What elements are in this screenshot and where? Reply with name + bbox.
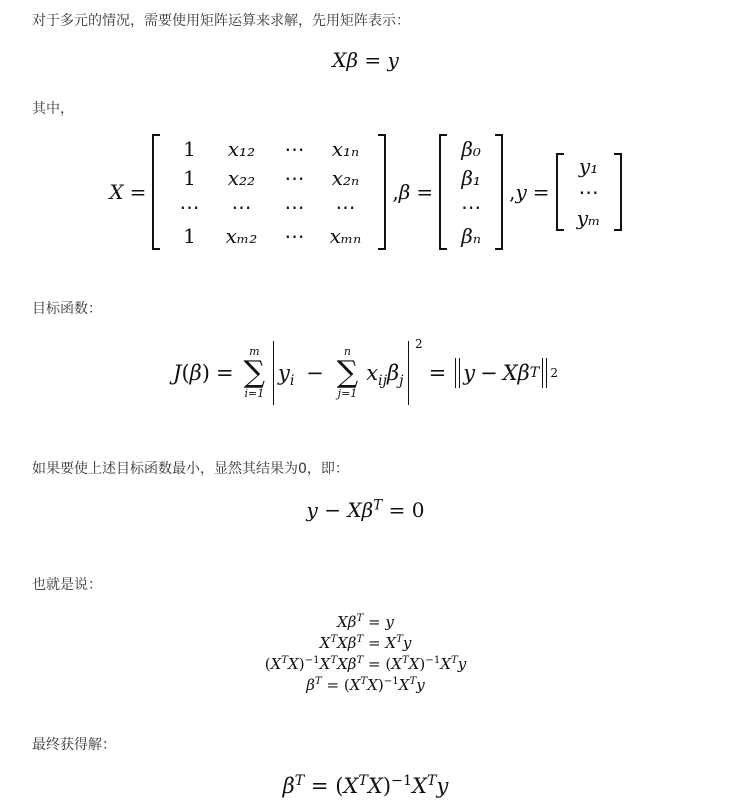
matrix-X: [152, 134, 386, 250]
that-is-text: 也就是说：: [32, 577, 102, 593]
symbol-y: y: [515, 180, 527, 204]
symbol-X: X: [412, 774, 428, 798]
symbol-zero: 0: [411, 498, 425, 522]
superscript-2: 2: [414, 337, 423, 351]
symbol-equals: =: [532, 180, 550, 204]
sum-lower-limit: i=1: [244, 387, 265, 400]
matrix-cell: xₘ₂: [225, 223, 258, 248]
equation-matrix-form: [0, 48, 731, 72]
matrix-definitions: [0, 134, 731, 250]
superscript-T: T: [427, 773, 437, 789]
equation-solution: $\beta^T = (X^TX)^{-1}X^Ty$: [282, 773, 449, 798]
matrix-cell: ⋯: [284, 136, 305, 161]
sum-upper-limit: n: [343, 345, 352, 358]
symbol-beta: β: [387, 361, 400, 385]
symbol-beta: β: [517, 361, 530, 385]
symbol-beta: β: [361, 498, 374, 522]
symbol-equals: =: [216, 361, 234, 385]
summation-i: m ∑ i=1: [243, 345, 266, 400]
matrix-cell: ⋯: [284, 165, 305, 190]
superscript-T: T: [373, 497, 383, 514]
superscript-T: T: [358, 773, 368, 789]
symbol-y: y: [436, 774, 449, 798]
absolute-value: $y_i$ − n ∑ j=1 $x_{ij}\beta_j$ 2: [269, 341, 413, 405]
matrix-cell: x₁ₙ: [331, 136, 360, 161]
subscript-ij: ij: [378, 373, 388, 390]
intro-text: 对于多元的情况，需要使用矩阵运算来求解，先用矩阵表示：: [32, 13, 410, 29]
matrix-cell: ⋯: [231, 194, 252, 219]
derivation-step-3: $(X^TX)^{-1}X^TX\beta^T = (X^TX)^{-1}X^Ty$: [264, 655, 467, 673]
symbol-X: X: [347, 498, 362, 522]
symbol-equals: =: [310, 774, 329, 798]
symbol-equals: =: [129, 180, 147, 204]
symbol-comma: ,: [392, 180, 399, 204]
superscript-inverse: −1: [391, 773, 413, 789]
symbol-beta: β: [346, 48, 358, 72]
symbol-beta: β: [189, 361, 202, 385]
objective-text: 目标函数：: [32, 301, 102, 317]
symbol-y: y: [387, 48, 399, 72]
symbol-X: X: [109, 180, 124, 204]
subscript-i: i: [289, 373, 295, 390]
matrix-cell: ⋯: [284, 194, 305, 219]
matrix-cell: ⋯: [335, 194, 356, 219]
matrix-cell: x₂ₙ: [331, 165, 360, 190]
vector-cell: ⋯: [578, 180, 599, 204]
vector-cell: yₘ: [576, 206, 601, 230]
symbol-y: y: [463, 361, 476, 385]
symbol-X: X: [343, 774, 359, 798]
matrix-cell: 1: [183, 136, 196, 161]
symbol-beta: β: [282, 774, 295, 798]
symbol-J: J: [173, 361, 182, 385]
vector-beta: [439, 134, 503, 250]
superscript-T: T: [529, 365, 540, 381]
matrix-cell: ⋯: [284, 223, 305, 248]
symbol-equals: =: [428, 361, 447, 385]
symbol-equals: =: [364, 48, 382, 72]
matrix-cell: x₂₂: [227, 165, 256, 190]
subscript-j: j: [399, 373, 404, 390]
symbol-equals: =: [388, 498, 406, 522]
symbol-equals: =: [416, 180, 434, 204]
symbol-minus: −: [306, 361, 324, 385]
vector-cell: βₙ: [461, 223, 481, 248]
sum-upper-limit: m: [249, 345, 260, 358]
symbol-comma: ,: [509, 180, 516, 204]
final-text: 最终获得解：: [32, 737, 116, 753]
symbol-minus: −: [480, 361, 498, 385]
symbol-y: y: [306, 498, 318, 522]
derivation-step-4: $\beta^T = (X^TX)^{-1}X^Ty$: [306, 676, 425, 694]
vector-cell: ⋯: [461, 194, 482, 219]
minimize-text: 如果要使上述目标函数最小，显然其结果为0，即：: [32, 461, 349, 477]
matrix-cell: 1: [183, 165, 196, 190]
symbol-X: X: [502, 361, 518, 385]
symbol-beta: β: [398, 180, 411, 204]
symbol-y: y: [278, 361, 290, 385]
vector-cell: y₁: [578, 154, 599, 178]
vector-cell: β₀: [461, 136, 481, 161]
symbol-X: X: [367, 774, 383, 798]
matrix-cell: 1: [183, 223, 196, 248]
equation-zero: [0, 498, 731, 522]
superscript-T: T: [294, 773, 305, 789]
where-text: 其中，: [32, 101, 74, 117]
derivation-steps: [0, 612, 731, 696]
matrix-cell: x₁₂: [227, 136, 256, 161]
summation-j: n ∑ j=1: [336, 345, 359, 400]
matrix-cell: xₘₙ: [329, 223, 362, 248]
symbol-X: X: [332, 48, 347, 72]
matrix-cell: ⋯: [179, 194, 200, 219]
vector-cell: β₁: [461, 165, 481, 190]
derivation-step-1: $X\beta^T = y$: [337, 613, 394, 631]
derivation-step-2: $X^TX\beta^T = X^Ty$: [319, 634, 412, 652]
sum-lower-limit: j=1: [337, 387, 358, 400]
symbol-minus: −: [324, 498, 341, 522]
vector-y: [556, 153, 622, 231]
objective-equation: J ( β ) = m ∑ i=1 $y_i$ − n ∑ j=1 $x_{ij}\beta_j$ 2 = y − X β T 2: [0, 336, 731, 410]
